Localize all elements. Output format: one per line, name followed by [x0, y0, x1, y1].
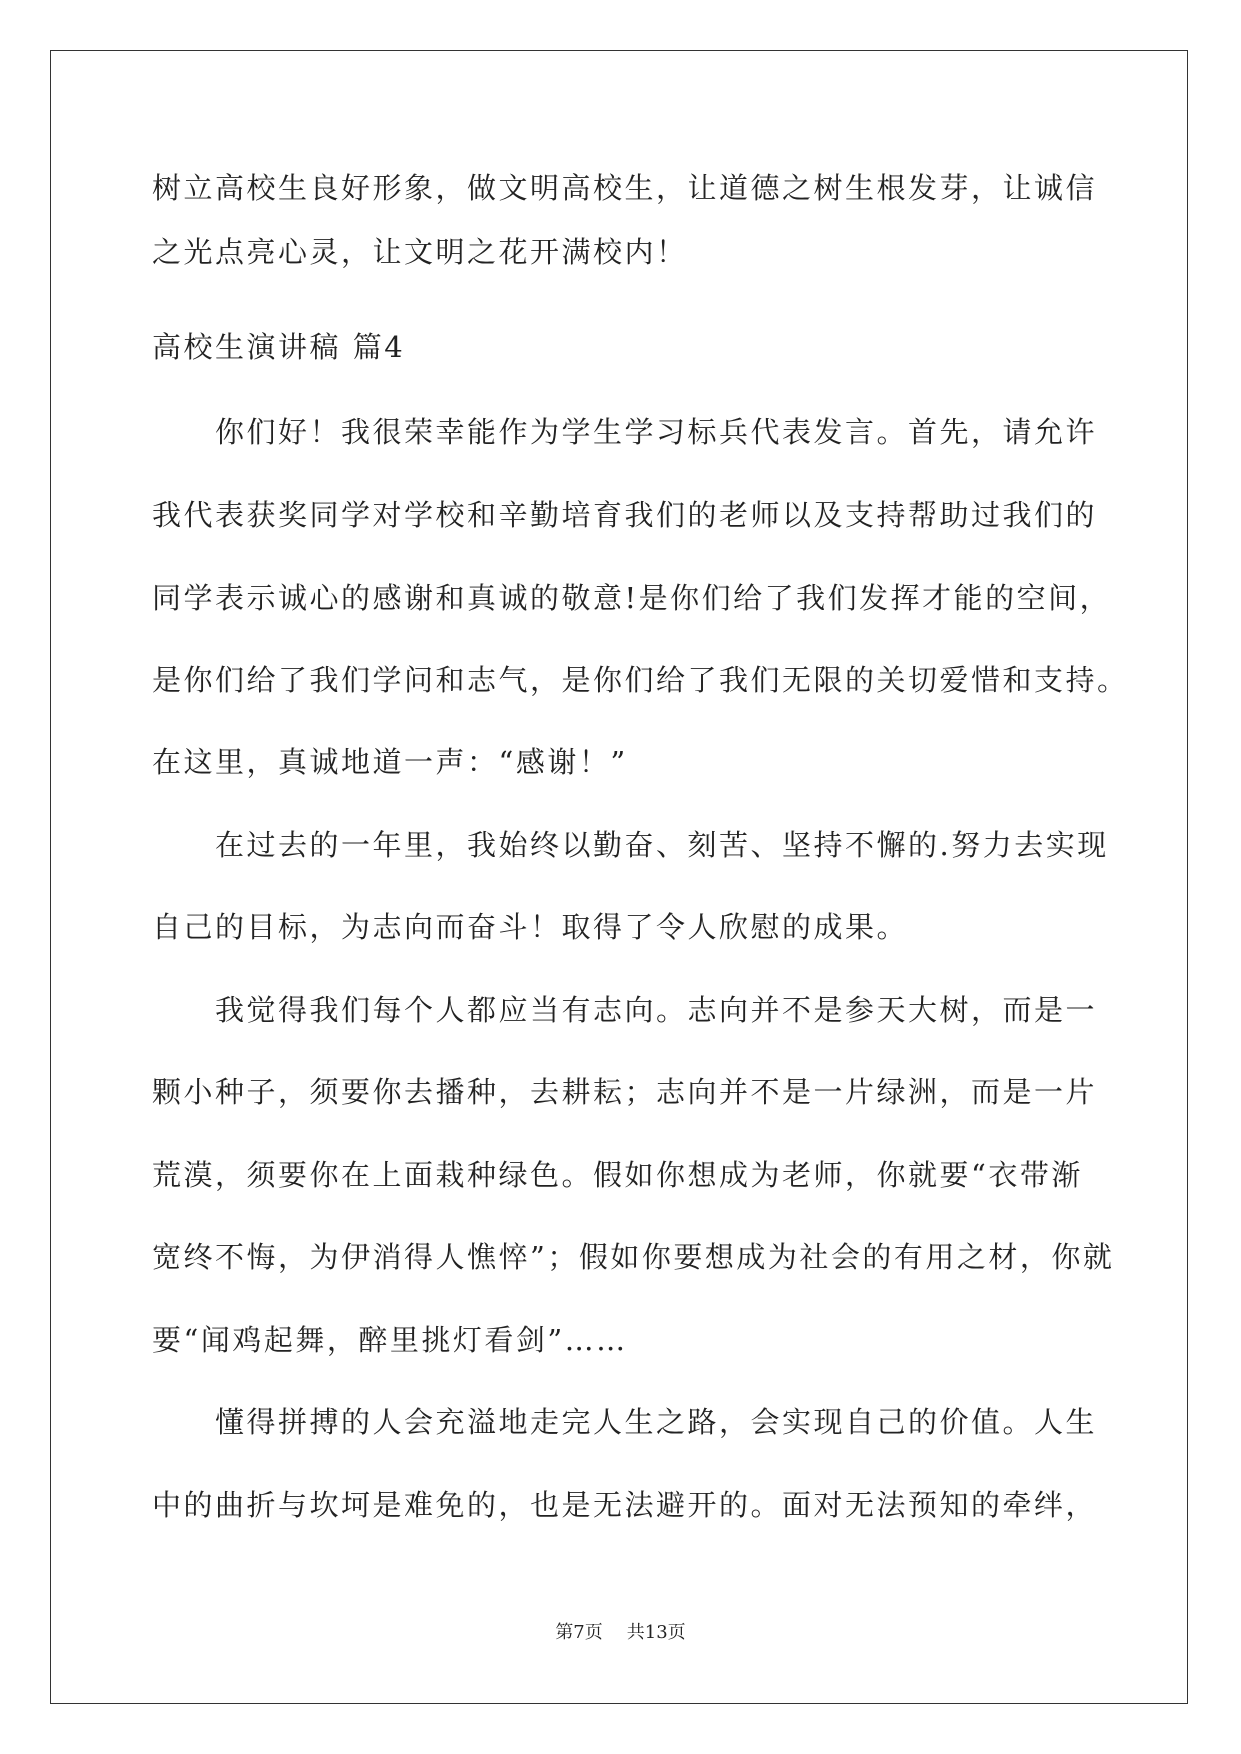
page-total: 共13页 — [626, 1622, 686, 1643]
paragraph-first-line: 在过去的一年里，我始终以勤奋、刻苦、坚持不懈的.努力去实现 — [215, 828, 1109, 862]
body-line: 中的曲折与坎坷是难免的，也是无法避开的。面对无法预知的牵绊， — [152, 1488, 1098, 1522]
paragraph-first-line: 你们好！我很荣幸能作为学生学习标兵代表发言。首先，请允许 — [215, 415, 1098, 449]
body-line: 在这里，真诚地道一声：“感谢！” — [152, 745, 628, 779]
paragraph-first-line: 懂得拼搏的人会充溢地走完人生之路，会实现自己的价值。人生 — [215, 1405, 1098, 1439]
body-line: 之光点亮心灵，让文明之花开满校内！ — [152, 235, 688, 269]
body-line: 荒漠，须要你在上面栽种绿色。假如你想成为老师，你就要“衣带渐 — [152, 1158, 1083, 1192]
paragraph-first-line: 我觉得我们每个人都应当有志向。志向并不是参天大树，而是一 — [215, 993, 1098, 1027]
page-number: 第7页 — [555, 1622, 603, 1643]
body-line: 同学表示诚心的感谢和真诚的敬意!是你们给了我们发挥才能的空间， — [152, 581, 1112, 615]
body-line: 自己的目标，为志向而奋斗！取得了令人欣慰的成果。 — [152, 910, 909, 944]
body-line: 宽终不悔，为伊消得人憔悴”；假如你要想成为社会的有用之材，你就 — [152, 1240, 1115, 1274]
body-line: 要“闻鸡起舞，醉里挑灯看剑”…… — [152, 1323, 628, 1357]
page-footer — [0, 1621, 1241, 1645]
body-line: 颗小种子，须要你去播种，去耕耘；志向并不是一片绿洲，而是一片 — [152, 1075, 1098, 1109]
body-line: 是你们给了我们学问和志气，是你们给了我们无限的关切爱惜和支持。 — [152, 663, 1129, 697]
section-heading: 高校生演讲稿 篇4 — [152, 330, 406, 364]
body-line: 我代表获奖同学对学校和辛勤培育我们的老师以及支持帮助过我们的 — [152, 498, 1098, 532]
page-border — [50, 50, 1188, 1704]
body-line: 树立高校生良好形象，做文明高校生，让道德之树生根发芽，让诚信 — [152, 171, 1098, 205]
